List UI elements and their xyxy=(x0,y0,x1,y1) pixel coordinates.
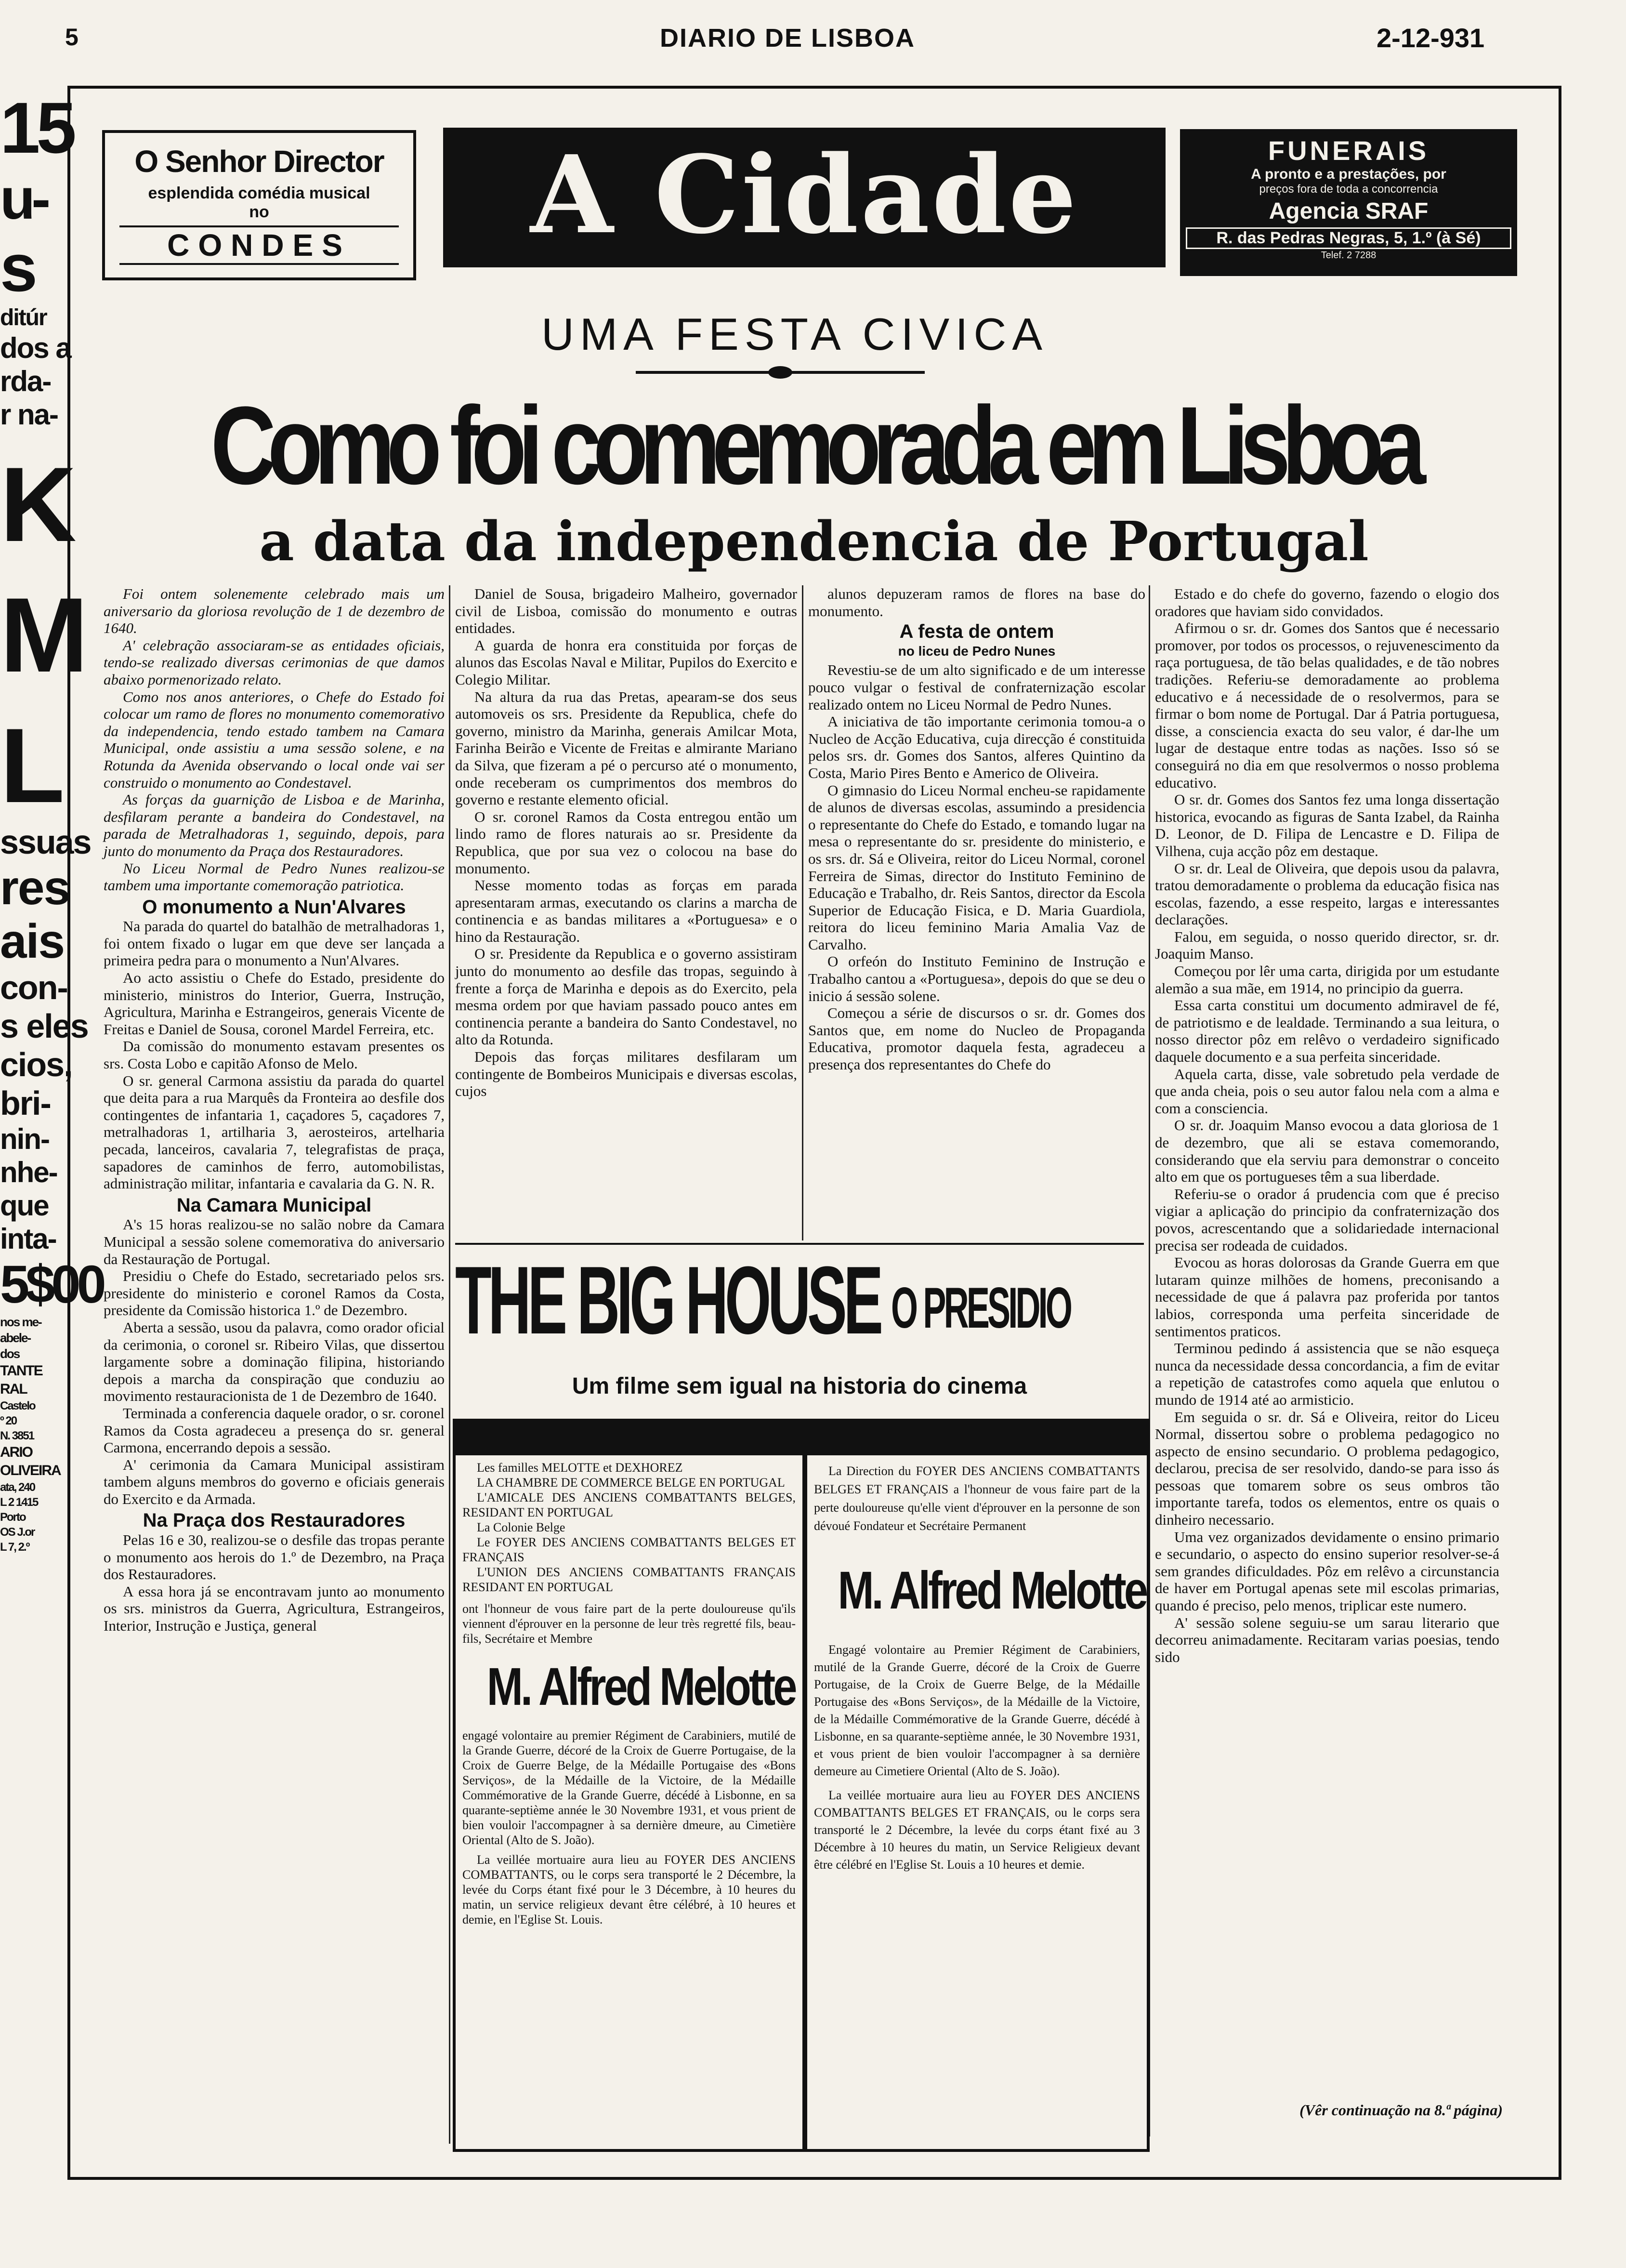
paragraph: Falou, em seguida, o nosso querido director, sr. dr. Joaquim Manso. xyxy=(1155,928,1499,963)
paragraph: Ao acto assistiu o Chefe do Estado, presidente do ministerio, ministros do Interior, Guerra, Instrução, Agricultura, Marinha e Estrangeiros, generais Vicente de Freitas e Daniel de Sousa, coronel Mardel Ferreira, etc. xyxy=(104,969,445,1038)
theatre-ad-subtitle: esplendida comédia musical xyxy=(148,184,370,202)
paragraph: Revestiu-se de um alto significado e de um interesse pouco vulgar o festival de confraternização escolar realizado ontem no Liceu Normal de Pedro Nunes. xyxy=(808,661,1145,713)
strip-fragment: u- xyxy=(0,167,47,231)
obituary-left-name: M. Alfred Melotte xyxy=(486,1657,795,1716)
subheadline: a data da independencia de Portugal xyxy=(259,510,1369,573)
strip-fragment: L xyxy=(0,706,61,825)
obituary-left-families xyxy=(456,1460,802,1595)
strip-fragment: abele- xyxy=(0,1331,31,1345)
strip-fragment: nos me- xyxy=(0,1315,41,1329)
paragraph: A's 15 horas realizou-se no salão nobre da Camara Municipal a sessão solene comemorativa do aniversario da Restauração de Portugal. xyxy=(104,1216,445,1267)
strip-fragment: 15 xyxy=(0,87,73,168)
theatre-ad-no: no xyxy=(249,203,269,221)
obituary-family-line: L'AMICALE DES ANCIENS COMBATTANTS BELGES, RESIDANT EN PORTUGAL xyxy=(462,1490,796,1519)
paragraph: A essa hora já se encontravam junto ao monumento os srs. ministros da Guerra, Agricultura, Estrangeiros, Interior, Instrução e Justiça, general xyxy=(104,1582,445,1635)
strip-fragment: ditúr xyxy=(0,305,47,330)
paragraph: Estado e do chefe do governo, fazendo o elogio dos oradores que haviam sido convidados. xyxy=(1155,585,1499,620)
funeral-ad-address: R. das Pedras Negras, 5, 1.º (à Sé) xyxy=(1186,227,1511,249)
obituary-family-line: L'UNION DES ANCIENS COMBATTANTS FRANÇAIS RESIDANT EN PORTUGAL xyxy=(462,1565,796,1594)
paragraph: O sr. general Carmona assistiu da parada do quartel que deita para a rua Marquês da Fronteira ao desfile dos contingentes de infantaria 1, caçadores 5, caçadores 7, metralhadoras 1, artilharia 3, aerosteiros, artelharia pecada, lanceiros, cavalaria 7, telegrafistas de praça, sapadores de caminhos de ferro, automobilistas, administração militar, infantaria e cavalaria da G. N. R. xyxy=(104,1072,445,1192)
strip-fragment: L 2 1415 xyxy=(0,1496,38,1509)
theatre-ad xyxy=(102,130,416,280)
paragraph: Aberta a sessão, usou da palavra, como orador oficial da cerimonia, o coronel sr. Ribeiro Vilas, que dissertou largamente sobre a dominação filipina, historiando depois a marcha da conspiração que conduziu ao movimento restauracionista de 1 de Dezembro de 1640. xyxy=(104,1319,445,1405)
strip-fragment: K xyxy=(0,445,73,564)
paragraph: Da comissão do monumento estavam presentes os srs. Costa Lobo e capitão Afonso de Melo. xyxy=(104,1038,445,1072)
paragraph: Evocou as horas dolorosas da Grande Guerra em que lutaram quinze milhões de homens, preconisando a necessidade de que á palavra paz proferida por tantos labios, corresponda uma perfeita sinceridade de sentimentos praticos. xyxy=(1155,1254,1499,1340)
strip-fragment: M xyxy=(0,576,85,694)
subhead-restauradores: Na Praça dos Restauradores xyxy=(143,1510,406,1531)
masthead xyxy=(443,128,1166,267)
intro-paragraphs xyxy=(104,585,445,894)
page-number: 5 xyxy=(65,24,79,51)
film-ad xyxy=(455,1243,1144,1426)
strip-fragment: ssuas xyxy=(0,823,91,861)
funeral-ad-line2: preços fora de toda a concorrencia xyxy=(1259,183,1438,196)
continuation-note: (Vêr continuação na 8.ª página) xyxy=(1299,2101,1503,2119)
article-column-3 xyxy=(808,585,1145,1238)
funeral-ad xyxy=(1180,129,1517,276)
film-ad-rule xyxy=(455,1243,1144,1245)
masthead-title: A Cidade xyxy=(530,132,1079,258)
strip-fragment: OS J.or xyxy=(0,1526,35,1539)
left-page-fragments xyxy=(0,87,103,2110)
obituary-left-ceremony: La veillée mortuaire aura lieu au FOYER DES ANCIENS COMBATTANTS, ou le corps sera transporté le 2 Décembre, la levée du Corps étant fixé pour le 3 Décembre, à 10 heures du matin, un service religieux devant être célébré, à 10 heures et demie, en l'Eglise St. Louis. xyxy=(462,1853,796,1926)
strip-fragment: res xyxy=(0,861,70,915)
article-column-4 xyxy=(1155,585,1499,2098)
funeral-ad-line1: A pronto e a prestações, por xyxy=(1251,166,1446,182)
col2-paragraphs xyxy=(455,585,797,1100)
paragraph: O sr. dr. Leal de Oliveira, que depois usou da palavra, tratou demoradamente o problema da educação fisica nas escolas, fazendo, a esse respeito, largas e interessantes declarações. xyxy=(1155,859,1499,928)
strip-fragment: inta- xyxy=(0,1223,56,1255)
paragraph: Pelas 16 e 30, realizou-se o desfile das tropas perante o monumento aos herois do 1.º de Dezembro, na Praça dos Restauradores. xyxy=(104,1531,445,1583)
newspaper-name: DIARIO DE LISBOA xyxy=(660,24,916,53)
paragraph: Na parada do quartel do batalhão de metralhadoras 1, foi ontem fixado o lugar em que deve ser lançada a primeira pedra para o monumento a Nun'Alvares. xyxy=(104,918,445,969)
headline: Como foi comemorada em Lisboa xyxy=(210,383,1417,507)
obituary-left-bar xyxy=(456,1422,802,1455)
paragraph: O sr. Presidente da Republica e o governo assistiram junto do monumento ao desfile das tropas, seguindo à frente a força de Marinha e depois as do Exercito, pela mesma ordem por que haviam passado pouco antes em continencia perante a bandeira do Santo Condestavel, no alto da Rotunda. xyxy=(455,945,797,1048)
strip-fragment: s eles xyxy=(0,1007,88,1045)
paragraph: No Liceu Normal de Pedro Nunes realizou-se tambem uma importante comemoração patriotica. xyxy=(104,859,445,894)
subhead-festa-small: no liceu de Pedro Nunes xyxy=(898,643,1056,659)
obituary-family-line: Le FOYER DES ANCIENS COMBATTANTS BELGES ET FRANÇAIS xyxy=(462,1535,796,1564)
col3-lead xyxy=(808,585,1145,620)
strip-fragment: OLIVEIRA xyxy=(0,1463,61,1478)
theatre-ad-venue: CONDES xyxy=(119,225,399,265)
obituary-left-details: engagé volontaire au premier Régiment de Carabiniers, mutilé de la Grande Guerre, décoré de la Croix de Guerre Portugaise, de la Croix de Guerre Belge, de la Médaille Portugaise des «Bons Serviços», de la Médaille de la Victoire, de la Médaille Commémorative de la Grande Guerre, décédé à Lisbonne, en sa quarante-septième année le 30 Novembre 1931, et vous prient de bien vouloir l'accompagner à sa dernière dmeure, au Cimetière Oriental (Alto de S. João). xyxy=(462,1728,796,1847)
obituary-right-intro: La Direction du FOYER DES ANCIENS COMBATTANTS BELGES ET FRANÇAIS a l'honneur de vous faire part de la perte douloureuse qu'elle vient d'éprouver en la personne de son dévoué Fondateur et Secrétaire Permanent xyxy=(814,1464,1140,1533)
strip-fragment: dos xyxy=(0,1346,20,1361)
obituary-family-line: La Colonie Belge xyxy=(477,1520,565,1534)
strip-fragment: r na- xyxy=(0,398,58,431)
subhead-camara: Na Camara Municipal xyxy=(176,1194,372,1216)
paragraph: Como nos anos anteriores, o Chefe do Estado foi colocar um ramo de flores no monumento comemorativo da independencia, tendo estado tambem na Camara Municipal, onde assistiu a uma sessão solene, e na Rotunda da Avenida observando o local onde vai ser construido o monumento ao Condestavel. xyxy=(104,688,445,791)
strip-fragment: ARIO xyxy=(0,1444,32,1460)
section-monumento xyxy=(104,918,445,1192)
paragraph: alunos depuzeram ramos de flores na base do monumento. xyxy=(808,585,1145,620)
col4-paragraphs xyxy=(1155,585,1499,1665)
strip-fragment: L 7, 2.º xyxy=(0,1541,29,1554)
subhead-festa: A festa de ontem xyxy=(899,621,1054,643)
strip-fragment: rda- xyxy=(0,365,51,397)
paragraph: A guarda de honra era constituida por forças de alunos das Escolas Naval e Militar, Pupilos do Exercito e Colegio Militar. xyxy=(455,636,797,688)
paragraph: O gimnasio do Liceu Normal encheu-se rapidamente de alunos de diversas escolas, assumindo a presidencia o representante do Chefe do Estado, e tomando lugar na mesa o representante do sr. presidente do ministerio, e os srs. dr. Sá e Oliveira, reitor do Liceu Normal, coronel Ferreira de Simas, director do Instituto Feminino de Educação e Trabalho, dr. Reis Santos, director da Escola Superior de Educação Fisica, e D. Maria Guardiola, reitora do liceu feminino Maria Amalia Vaz de Carvalho. xyxy=(808,781,1145,953)
strip-fragment: RAL xyxy=(0,1381,27,1397)
film-tagline: Um filme sem igual na historia do cinema xyxy=(572,1373,1027,1399)
paragraph: Na altura da rua das Pretas, apearam-se dos seus automoveis os srs. Presidente da Republica, chefe do governo, ministro da Marinha, generais Amilcar Mota, Farinha Beirão e Vicente de Freitas e almirante Mariano da Silva, que fizeram a pé o percurso até o monumento, onde receberam os cumprimentos dos membros do governo e restante elemento oficial. xyxy=(455,688,797,808)
strip-fragment: TANTE xyxy=(0,1363,42,1379)
obituary-right-bar xyxy=(807,1422,1147,1455)
obituary-right-ceremony: La veillée mortuaire aura lieu au FOYER DES ANCIENS COMBATTANTS BELGES ET FRANÇAIS, ou le corps sera transporté le 2 Décembre, la levée du corps étant fixé au 3 Décembre à 10 heures du matin, un Service Religieux devant être célébré en l'Eglise St. Louis a 10 heures et demie. xyxy=(814,1788,1140,1872)
paragraph: Começou a série de discursos o sr. dr. Gomes dos Santos que, em nome do Nucleo de Propaganda Educativa, promotor daquela festa, agradeceu a presença dos representantes do Chefe do xyxy=(808,1004,1145,1073)
column-rule xyxy=(449,1233,450,2144)
obituary-right-details: Engagé volontaire au Premier Régiment de Carabiniers, mutilé de la Grande Guerre, décoré de la Croix de Guerre Portugaise, de la Croix de Guerre Belge, de la Médaille Portugaise des «Bons Serviços», de la Médaille de la Victoire, de la Médaille Commémorative de la Grande Guerre, décédé à Lisbonne, en sa quarante-septième année, le 30 Novembre 1931, et vous prient de bien vouloir l'accompagner à sa dernière demeure au Cimetiere Oriental (Alto de S. João). xyxy=(814,1643,1140,1778)
paragraph: Aquela carta, disse, vale sobretudo pela verdade de que anda cheia, pois o seu autor falou nela com a alma e com a consciencia. xyxy=(1155,1065,1499,1117)
paragraph: Daniel de Sousa, brigadeiro Malheiro, governador civil de Lisboa, comissão do monumento e outras entidades. xyxy=(455,585,797,637)
paragraph: Nesse momento todas as forças em parada apresentaram armas, executando os clarins a marcha de continencia e as bandas militares a «Portuguesa» e o hino da Restauração. xyxy=(455,877,797,945)
paragraph: A' sessão solene seguiu-se um sarau literario que decorreu animadamente. Recitaram varias poesias, tendo sido xyxy=(1155,1614,1499,1665)
theatre-ad-title: O Senhor Director xyxy=(134,144,384,179)
paragraph: Terminada a conferencia daquele orador, o sr. coronel Ramos da Costa agradeceu a presença do sr. general Carmona, encerrando depois a sessão. xyxy=(104,1404,445,1456)
article-column-1 xyxy=(104,585,445,2146)
strip-fragment: s xyxy=(0,230,34,305)
paragraph: Começou por lêr uma carta, dirigida por um estudante alemão a sua mãe, em 1914, no principio da guerra. xyxy=(1155,963,1499,997)
film-title-portuguese: O PRESIDIO xyxy=(891,1276,1071,1340)
strip-fragment: º 20 xyxy=(0,1414,17,1427)
strip-fragment: 5$00 xyxy=(0,1255,103,1314)
strip-fragment: Porto xyxy=(0,1511,26,1524)
obituary-left xyxy=(453,1419,805,2152)
strip-fragment: dos a xyxy=(0,332,71,364)
strip-fragment: ais xyxy=(0,914,65,968)
paragraph: O sr. coronel Ramos da Costa entregou então um lindo ramo de flores naturais ao sr. Presidente da Republica, que por sua vez o colocou na base do monumento. xyxy=(455,808,797,877)
column-rule xyxy=(449,585,450,1240)
issue-date: 2-12-931 xyxy=(1377,23,1485,53)
section-restauradores xyxy=(104,1531,445,1635)
paragraph: A' celebração associaram-se as entidades oficiais, tendo-se realizado diversas cerimonias de que damos abaixo pormenorizado relato. xyxy=(104,636,445,688)
strip-fragment: con- xyxy=(0,969,67,1006)
strip-fragment: cios, xyxy=(0,1046,72,1083)
article-column-2 xyxy=(455,585,797,1238)
paragraph: Afirmou o sr. dr. Gomes dos Santos que é necessario promover, por todos os processos, o rejuvenescimento da raça portuguesa, de tão belas qualidades, e de tão nobres tradições. Referiu-se demoradamente ao problema educativo e á necessidade de o resolvermos, para se firmar o bom nome de Portugal. Dar á Patria portuguesa, disse, a consciencia exacta do seu valor, é dar-lhe um lugar de destaque entre todas as nações. Isso só se conseguirá no dia em que resolvermos o nosso problema educativo. xyxy=(1155,620,1499,791)
funeral-ad-phone: Telef. 2 7288 xyxy=(1321,250,1377,261)
obituary-family-line: Les familles MELOTTE et DEXHOREZ xyxy=(477,1461,683,1475)
paragraph: O sr. dr. Gomes dos Santos fez uma longa dissertação historica, evocando as figuras de Santa Izabel, da Rainha D. Leonor, de D. Filipa de Lencastre e D. Filipa de Vilhena, cuja acção pôz em destaque. xyxy=(1155,791,1499,859)
strip-fragment: nhe- xyxy=(0,1156,57,1188)
strip-fragment: Castelo xyxy=(0,1399,35,1412)
funeral-ad-title: FUNERAIS xyxy=(1268,135,1429,166)
obituary-left-announcement: ont l'honneur de vous faire part de la perte douloureuse qu'ils viennent d'éprouver en la personne de leur très regretté fils, beau-fils, Secrétaire et Membre xyxy=(462,1602,796,1646)
paragraph: O sr. dr. Joaquim Manso evocou a data gloriosa de 1 de dezembro, que ali se estava comemorando, considerando que ela serviu para demonstrar o conceito alto em que os portugueses têm a sua liberdade. xyxy=(1155,1117,1499,1186)
paragraph: As forças da guarnição de Lisboa e de Marinha, desfilaram perante a bandeira do Condestavel, na parada de Metralhadoras 1, seguindo, depois, para junto do monumento da Praça dos Restauradores. xyxy=(104,791,445,859)
paragraph: Terminou pedindo á assistencia que se não esqueça nunca da necessidade dessa concordancia, a fim de evitar a repetição de catastrofes como aquela que enlutou o mundo de 1914 até ao armisticio. xyxy=(1155,1340,1499,1408)
strip-fragment: que xyxy=(0,1189,49,1222)
paragraph: Referiu-se o orador á prudencia com que é preciso vigiar a aplicação do principio da confraternização dos povos, acrescentando que a solidariedade internacional precisa ser rodeada de cuidados. xyxy=(1155,1185,1499,1254)
strip-fragment: nin- xyxy=(0,1123,49,1155)
strip-fragment: N. 3851 xyxy=(0,1429,34,1442)
paragraph: O orfeón do Instituto Feminino de Instrução e Trabalho cantou a «Portuguesa», depois do que se deu o inicio á sessão solene. xyxy=(808,953,1145,1004)
paragraph: Essa carta constitui um documento admiravel de fé, de patriotismo e de lealdade. Terminando a sua leitura, o nosso director pôz em relêvo o verdadeiro significado daquele documento e a sua perfeita sinceridade. xyxy=(1155,997,1499,1066)
paragraph: Foi ontem solenemente celebrado mais um aniversario da gloriosa revolução de 1 de dezembro de 1640. xyxy=(104,585,445,637)
col3-paragraphs xyxy=(808,661,1145,1073)
subhead-monumento: O monumento a Nun'Alvares xyxy=(142,896,406,918)
paragraph: Uma vez organizados devidamente o ensino primario e secundario, o aspecto do ensino superior resolver-se-á sem grandes dificuldades. Pôz em relêvo a circunstancia de haver em Portugal apenas sete mil escolas primarias, quando é preciso, pelo menos, triplicar este numero. xyxy=(1155,1528,1499,1614)
film-title-english: THE BIG HOUSE xyxy=(455,1247,880,1354)
column-rule xyxy=(802,585,803,1240)
section-camara xyxy=(104,1216,445,1507)
strip-fragment: bri- xyxy=(0,1084,51,1122)
paragraph: Em seguida o sr. dr. Sá e Oliveira, reitor do Liceu Normal, dissertou sobre o problema pedagogico no aspecto de ensino secundario. O problema pedagogico, declarou, precisa de ser resolvido, dando-se para isso ás pessoas que tomarem sobre os seus ombros tão importante tarefa, todos os elementos, entre os quais o dinheiro necessario. xyxy=(1155,1408,1499,1529)
obituary-right xyxy=(804,1419,1150,2152)
paragraph: Presidiu o Chefe do Estado, secretariado pelos srs. presidente do ministerio e coronel Ramos da Costa, presidente da Comissão historica 1.º de Dezembro. xyxy=(104,1267,445,1319)
obituary-right-name: M. Alfred Melotte xyxy=(838,1561,1146,1620)
paragraph: Depois das forças militares desfilaram um contingente de Bombeiros Municipais e diversas escolas, cujos xyxy=(455,1048,797,1100)
paragraph: A iniciativa de tão importante cerimonia tomou-a o Nucleo de Acção Educativa, cuja direcção é constituida pelos srs. dr. Gomes dos Santos, alferes Quintino da Costa, Mario Pires Bento e Americo de Oliveira. xyxy=(808,713,1145,781)
kicker: UMA FESTA CIVICA xyxy=(541,309,1049,359)
kicker-ornament-center xyxy=(768,366,792,379)
paragraph: A' cerimonia da Camara Municipal assistiram tambem alguns membros do governo e oficiais generais do Exercito e da Armada. xyxy=(104,1456,445,1507)
strip-fragment: ata, 240 xyxy=(0,1481,35,1494)
obituary-family-line: LA CHAMBRE DE COMMERCE BELGE EN PORTUGAL xyxy=(477,1476,785,1490)
funeral-ad-agency: Agencia SRAF xyxy=(1269,198,1429,224)
